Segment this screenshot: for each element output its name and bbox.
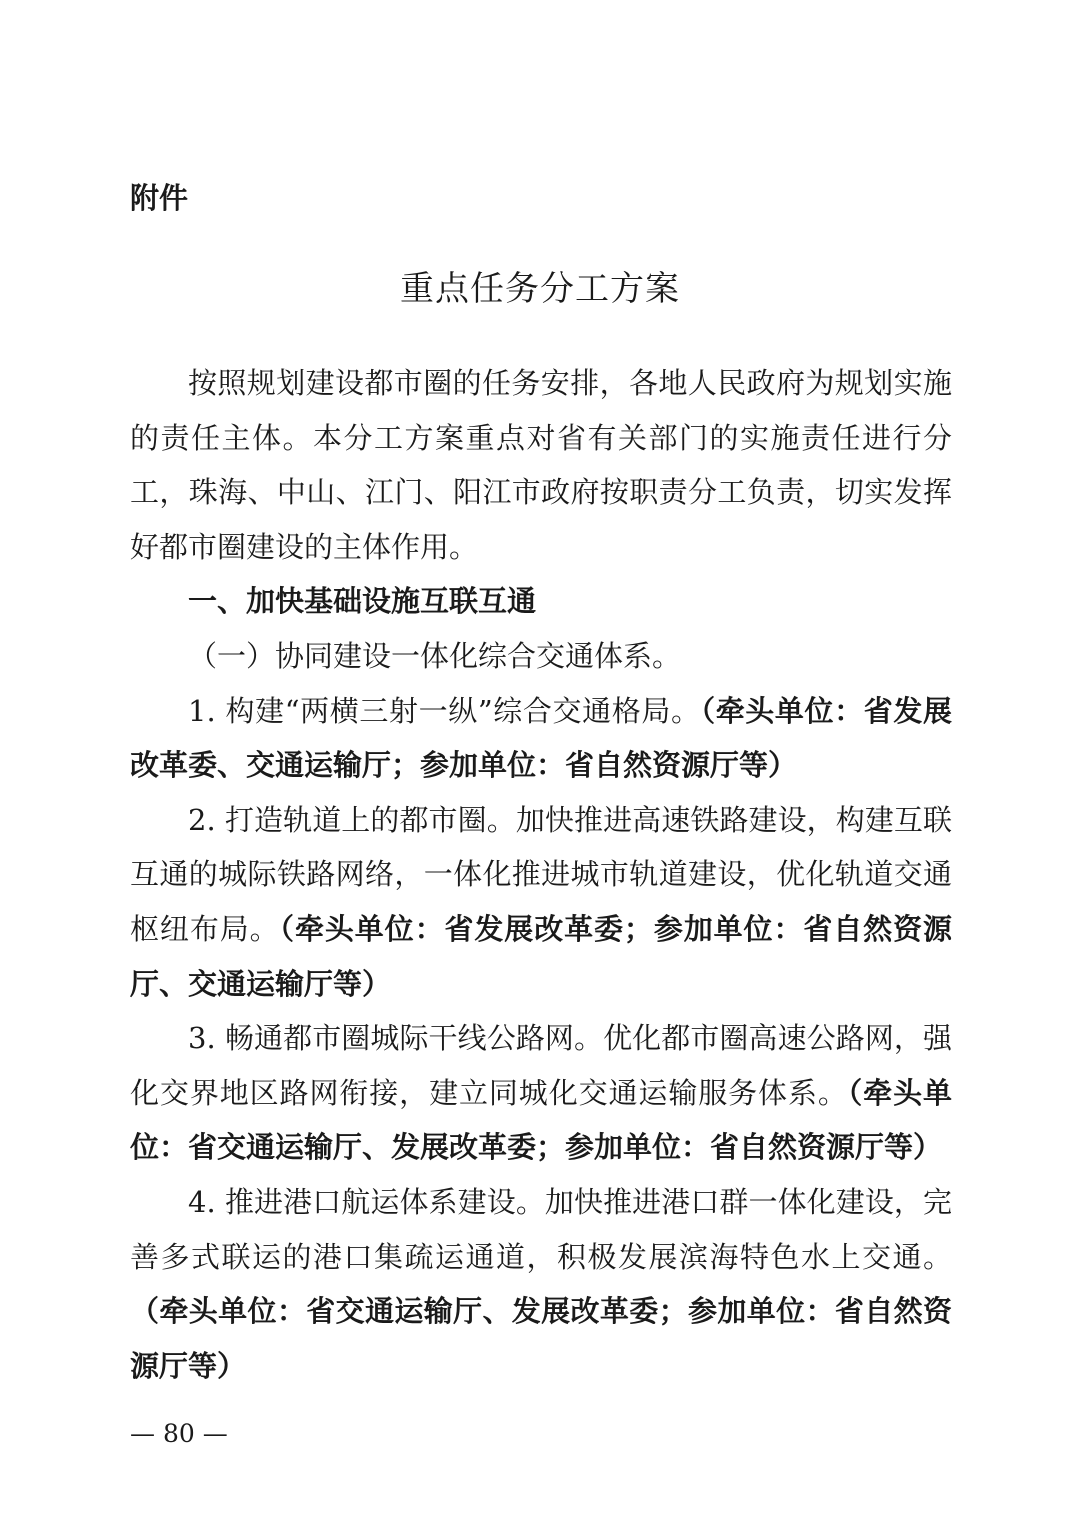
attachment-label: 附件 xyxy=(130,181,189,215)
task-item-4 xyxy=(130,1175,952,1393)
page-title: 重点任务分工方案 xyxy=(400,269,680,309)
task-text: 4. 推进港口航运体系建设。加快推进港口群一体化建设，完善多式联运的港口集疏运通道，积极发展滨海特色水上交通。 xyxy=(130,1184,952,1274)
task-text: 2. 打造轨道上的都市圈。加快推进高速铁路建设，构建互联互通的城际铁路网络，一体化推进城市轨道建设，优化轨道交通枢纽布局。 xyxy=(130,802,952,946)
task-responsibility: （牵头单位：省发展改革委；参加单位：省自然资源厅、交通运输厅等） xyxy=(130,911,952,1001)
task-item-2 xyxy=(130,793,952,1011)
task-responsibility: （牵头单位：省发展改革委、交通运输厅；参加单位：省自然资源厅等） xyxy=(130,693,952,783)
section-heading-1: 一、加快基础设施互联互通 xyxy=(188,584,537,619)
task-responsibility: （牵头单位：省交通运输厅、发展改革委；参加单位：省自然资源厅等） xyxy=(130,1294,952,1383)
task-item-1 xyxy=(130,684,952,793)
document-body xyxy=(130,356,952,1393)
subsection-heading-1: （一）协同建设一体化综合交通体系。 xyxy=(188,638,682,673)
task-text: 1. 构建“两横三射一纵”综合交通格局。 xyxy=(188,693,701,728)
page-number: — 80 — xyxy=(130,1419,228,1448)
task-text: 3. 畅通都市圈城际干线公路网。优化都市圈高速公路网，强化交界地区路网衔接，建立同城化交通运输服务体系。 xyxy=(130,1021,952,1110)
task-responsibility: （牵头单位：省交通运输厅、发展改革委；参加单位：省自然资源厅等） xyxy=(130,1075,952,1165)
task-item-3 xyxy=(130,1011,952,1175)
intro-paragraph: 按照规划建设都市圈的任务安排，各地人民政府为规划实施的责任主体。本分工方案重点对省有关部门的实施责任进行分工，珠海、中山、江门、阳江市政府按职责分工负责，切实发挥好都市圈建设的主体作用。 xyxy=(130,366,952,564)
